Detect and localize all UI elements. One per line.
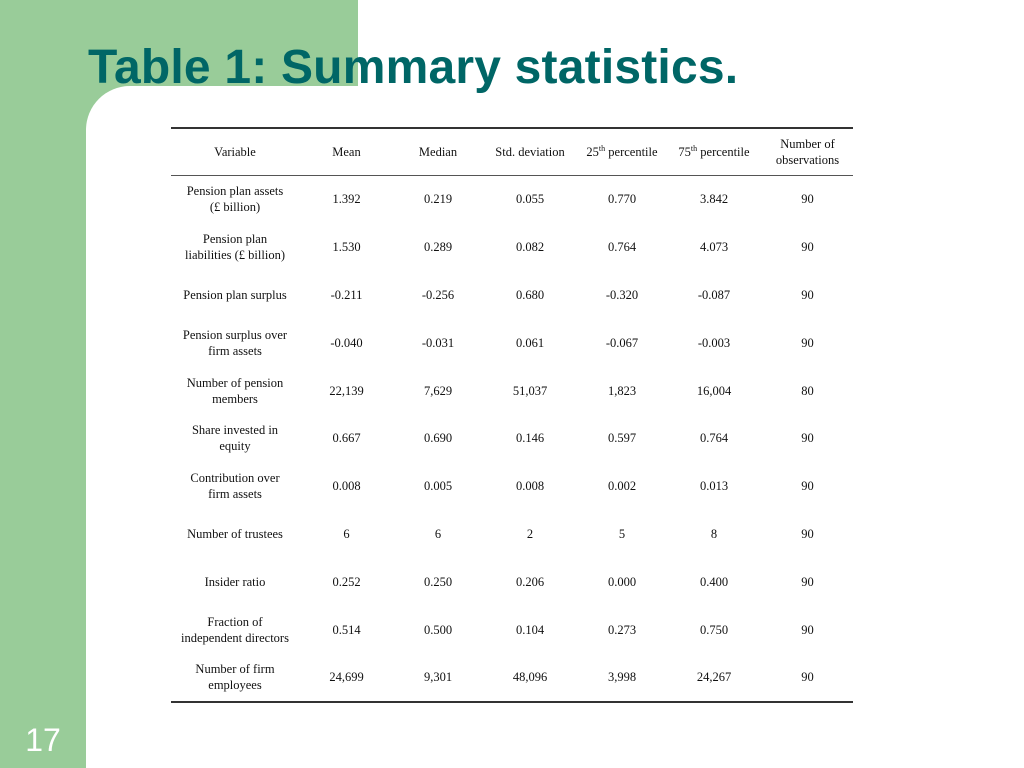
variable-line1: Insider ratio: [204, 575, 266, 590]
cell-variable: [171, 223, 299, 271]
cell-variable: [171, 271, 299, 319]
cell-75th-percentile: 24,267: [696, 670, 732, 685]
cell-75th-percentile: 0.013: [699, 479, 729, 494]
variable-line1: Share invested in: [191, 423, 279, 438]
table-row: [171, 558, 853, 606]
cell-median: 0.690: [423, 431, 453, 446]
cell-25th-percentile: 0.764: [607, 239, 637, 254]
cell-75th-percentile: 16,004: [696, 383, 732, 398]
table-row: [171, 414, 853, 462]
cell-observations: 90: [801, 575, 814, 590]
table-row: [171, 654, 853, 702]
cell-median: 7,629: [423, 383, 453, 398]
variable-line2: employees: [208, 678, 262, 693]
cell-75th-percentile: 8: [710, 527, 718, 542]
cell-variable: [171, 175, 299, 223]
cell-std-deviation: 2: [526, 527, 534, 542]
cell-std-deviation: 0.104: [515, 622, 545, 637]
table-row: [171, 462, 853, 510]
cell-25th-percentile: -0.067: [605, 335, 639, 350]
header-75-number: 75: [678, 144, 691, 159]
cell-variable: [171, 606, 299, 654]
variable-line2: equity: [219, 439, 251, 454]
header-75-word: percentile: [697, 144, 750, 159]
header-75th-percentile: [666, 128, 762, 175]
cell-mean: 1.530: [332, 239, 361, 254]
cell-mean: 0.514: [332, 622, 361, 637]
cell-std-deviation: 0.082: [515, 239, 545, 254]
header-25-number: 25: [586, 144, 599, 159]
cell-std-deviation: 0.206: [515, 575, 545, 590]
cell-25th-percentile: 0.273: [607, 622, 637, 637]
header-median: Median: [394, 128, 482, 175]
table-row: [171, 271, 853, 319]
cell-observations: 90: [801, 287, 814, 302]
cell-variable: [171, 367, 299, 415]
header-observations-line2: observations: [775, 152, 840, 167]
cell-variable: [171, 462, 299, 510]
cell-75th-percentile: 0.764: [699, 431, 729, 446]
summary-statistics-table: [171, 127, 853, 703]
cell-25th-percentile: 3,998: [607, 670, 637, 685]
cell-observations: 90: [801, 192, 814, 207]
header-observations-line1: Number of: [780, 136, 835, 151]
variable-line1: Fraction of: [207, 614, 263, 629]
cell-std-deviation: 0.008: [515, 479, 545, 494]
cell-std-deviation: 51,037: [512, 383, 548, 398]
cell-25th-percentile: 0.597: [607, 431, 637, 446]
cell-observations: 90: [801, 527, 814, 542]
cell-75th-percentile: -0.087: [697, 287, 731, 302]
cell-mean: -0.211: [330, 287, 363, 302]
slide-title: Table 1: Summary statistics.: [88, 41, 739, 94]
cell-median: 0.289: [423, 239, 453, 254]
cell-25th-percentile: 5: [618, 527, 626, 542]
variable-line2: liabilities (£ billion): [185, 247, 285, 262]
table-row: [171, 223, 853, 271]
cell-25th-percentile: -0.320: [605, 287, 639, 302]
slide-number: 17: [25, 722, 61, 758]
cell-std-deviation: 0.680: [515, 287, 545, 302]
cell-median: 0.005: [423, 479, 453, 494]
cell-observations: 90: [801, 479, 814, 494]
cell-std-deviation: 0.055: [515, 192, 545, 207]
cell-25th-percentile: 0.770: [607, 192, 637, 207]
table-row: [171, 319, 853, 367]
variable-line2: members: [212, 391, 258, 406]
cell-variable: [171, 414, 299, 462]
cell-75th-percentile: 3.842: [699, 192, 729, 207]
table-header-row: [171, 128, 853, 175]
cell-75th-percentile: 0.400: [699, 575, 729, 590]
cell-median: 0.250: [423, 575, 453, 590]
cell-mean: 24,699: [329, 670, 364, 685]
variable-line2: independent directors: [181, 630, 289, 645]
cell-75th-percentile: 4.073: [699, 239, 729, 254]
cell-std-deviation: 0.146: [515, 431, 545, 446]
cell-observations: 80: [801, 383, 814, 398]
cell-median: 0.500: [423, 622, 453, 637]
table-row: [171, 606, 853, 654]
header-75-ordinal: th: [690, 143, 698, 153]
cell-variable: [171, 319, 299, 367]
cell-std-deviation: 48,096: [512, 670, 548, 685]
variable-line2: firm assets: [208, 487, 262, 502]
table-row: [171, 367, 853, 415]
cell-mean: 0.008: [332, 479, 361, 494]
variable-line1: Number of pension: [186, 375, 284, 390]
cell-25th-percentile: 0.002: [607, 479, 637, 494]
header-25-word: percentile: [605, 144, 658, 159]
header-std-deviation: Std. deviation: [482, 128, 578, 175]
cell-median: 6: [434, 527, 442, 542]
header-25-ordinal: th: [598, 143, 606, 153]
cell-median: -0.256: [421, 287, 455, 302]
cell-mean: -0.040: [330, 335, 363, 350]
cell-observations: 90: [801, 239, 814, 254]
variable-line2: firm assets: [208, 343, 262, 358]
cell-variable: [171, 558, 299, 606]
variable-line1: Contribution over: [190, 471, 280, 486]
cell-variable: [171, 654, 299, 702]
cell-std-deviation: 0.061: [515, 335, 545, 350]
cell-mean: 6: [343, 527, 350, 542]
header-25th-percentile: [578, 128, 666, 175]
cell-variable: [171, 510, 299, 558]
variable-line1: Pension surplus over: [182, 327, 288, 342]
cell-observations: 90: [801, 670, 814, 685]
cell-25th-percentile: 1,823: [607, 383, 637, 398]
variable-line1: Pension plan assets: [186, 184, 284, 199]
header-mean: Mean: [299, 128, 394, 175]
table-row: [171, 510, 853, 558]
cell-observations: 90: [801, 431, 814, 446]
table-body: [171, 175, 853, 702]
cell-75th-percentile: -0.003: [697, 335, 731, 350]
cell-mean: 0.667: [332, 431, 361, 446]
cell-75th-percentile: 0.750: [699, 622, 729, 637]
variable-line1: Pension plan surplus: [183, 287, 287, 302]
variable-line1: Number of trustees: [187, 527, 283, 542]
cell-observations: 90: [801, 622, 814, 637]
cell-mean: 1.392: [332, 192, 361, 207]
cell-median: -0.031: [421, 335, 455, 350]
variable-line2: (£ billion): [209, 200, 261, 215]
cell-25th-percentile: 0.000: [607, 575, 637, 590]
header-number-of-observations: [762, 128, 853, 175]
header-variable: Variable: [171, 128, 299, 175]
cell-median: 0.219: [423, 192, 453, 207]
variable-line1: Number of firm: [195, 662, 275, 677]
cell-observations: 90: [801, 335, 814, 350]
table-row: [171, 175, 853, 223]
cell-mean: 0.252: [332, 575, 361, 590]
cell-median: 9,301: [423, 670, 453, 685]
cell-mean: 22,139: [329, 383, 364, 398]
variable-line1: Pension plan: [202, 231, 268, 246]
